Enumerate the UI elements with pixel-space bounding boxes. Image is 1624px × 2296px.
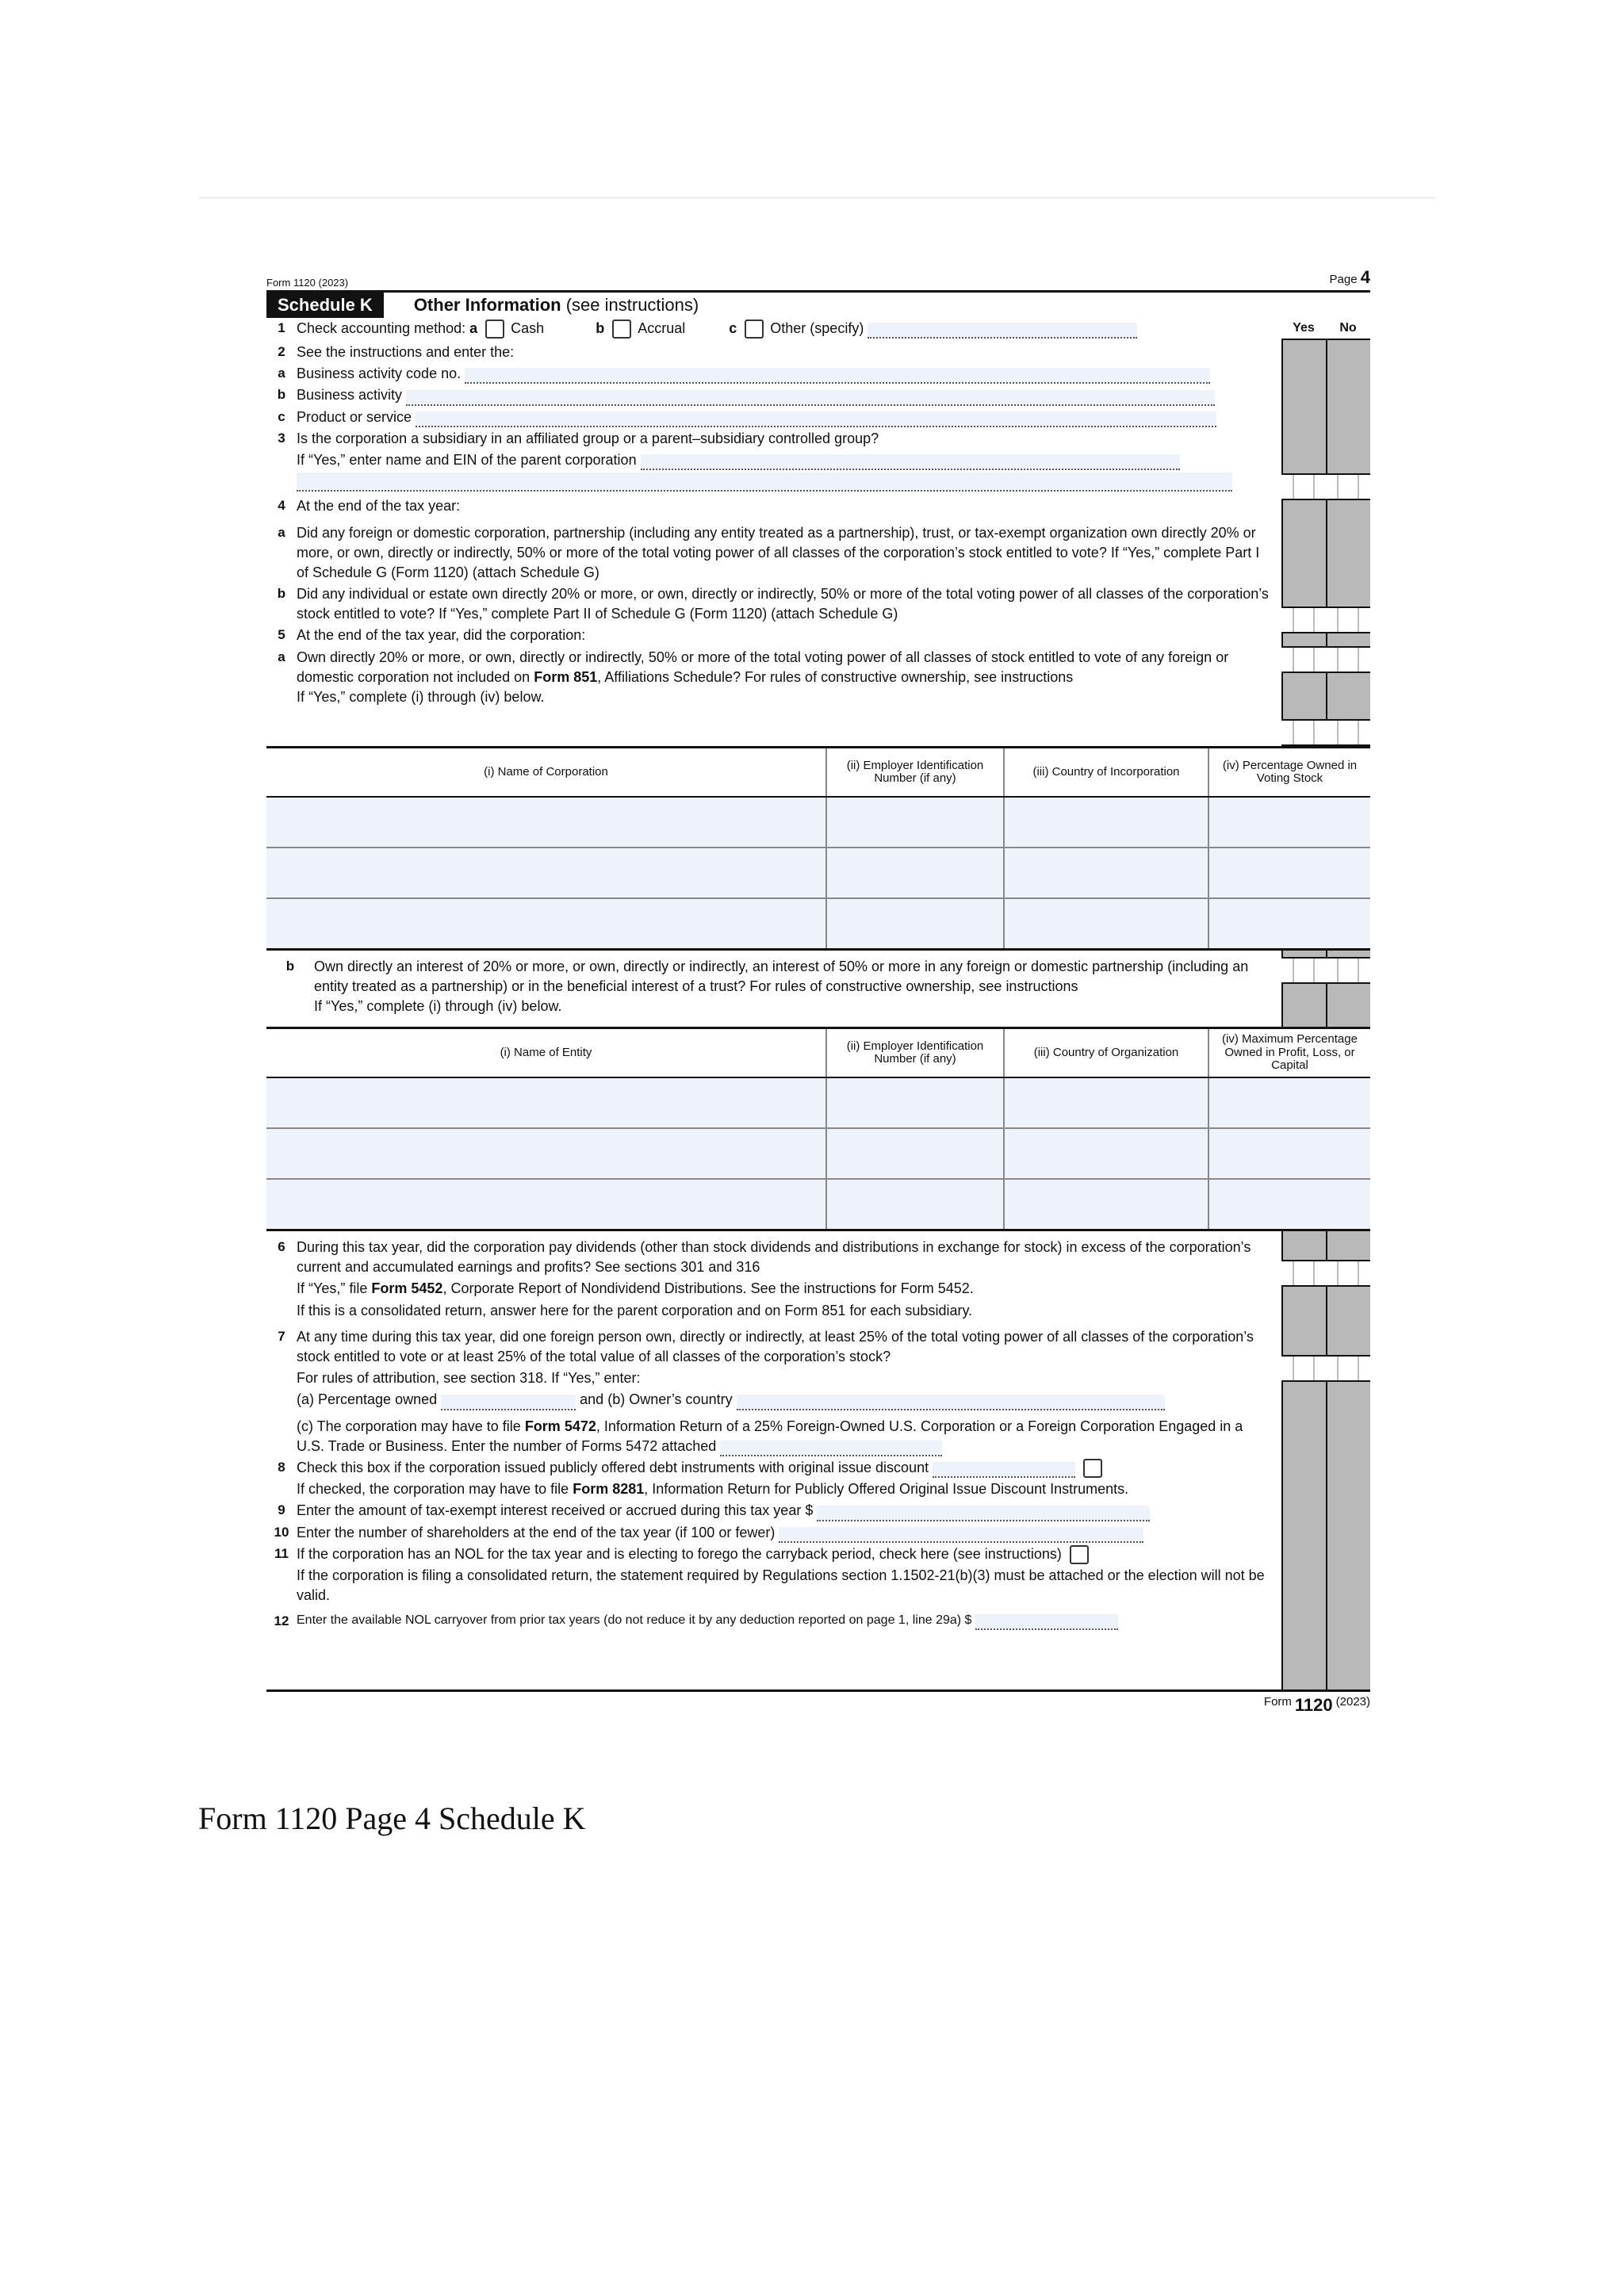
cell-input[interactable]: [826, 898, 1004, 950]
business-code-field[interactable]: [465, 368, 1210, 384]
line-4a-yes-box[interactable]: [1281, 607, 1326, 633]
table-row: [266, 898, 1370, 950]
line-2c: c Product or service: [266, 407, 1281, 428]
line-5b-no-box[interactable]: [1326, 957, 1370, 984]
nol-election-checkbox[interactable]: [1070, 1545, 1089, 1564]
nol-carryover-field[interactable]: [975, 1614, 1118, 1630]
line-3-yes-box[interactable]: [1281, 473, 1326, 500]
image-caption: Form 1120 Page 4 Schedule K: [198, 1800, 586, 1836]
table-row: [266, 1128, 1370, 1179]
form-footer: Form 1120 (2023): [266, 1689, 1370, 1718]
table-5b: [266, 1027, 1370, 1231]
line-number: 1: [278, 320, 285, 335]
forms-5472-count-field[interactable]: [720, 1441, 942, 1456]
no-header: No: [1326, 318, 1370, 340]
schedule-k-header: [266, 290, 1370, 318]
cell-input[interactable]: [826, 848, 1004, 898]
cell-input[interactable]: [1004, 1179, 1208, 1230]
line-1-text: Check accounting method:: [297, 320, 466, 336]
line-4: 4 At the end of the tax year:: [278, 498, 461, 515]
line-6: 6 During this tax year, did the corporation pay dividends (other than stock dividends and distributions in exchange for stock) in excess of the corporation’s current and accumulated earnings and profits? See sections 301 and 316: [278, 1239, 1251, 1276]
cell-input[interactable]: [1208, 898, 1370, 950]
accrual-checkbox[interactable]: [612, 320, 631, 339]
cell-input[interactable]: [1208, 1077, 1370, 1128]
other-label: Other (specify): [770, 320, 864, 336]
product-service-field[interactable]: [416, 411, 1216, 427]
cell-input[interactable]: [1004, 848, 1208, 898]
line-4a-no-box[interactable]: [1326, 607, 1370, 633]
cell-input[interactable]: [1004, 898, 1208, 950]
col-max-percentage: (iv) Maximum Percentage Owned in Profit, Loss, or Capital: [1208, 1028, 1370, 1078]
form-label: Form 1120 (2023): [266, 276, 349, 289]
gutter-divider: [1281, 318, 1283, 746]
line-2: 2 See the instructions and enter the:: [278, 344, 515, 360]
yes-column: [1281, 1231, 1326, 1689]
cell-input[interactable]: [266, 797, 826, 848]
yes-header: Yes: [1281, 318, 1326, 340]
table-row: [266, 848, 1370, 898]
cell-input[interactable]: [266, 1077, 826, 1128]
cell-input[interactable]: [266, 848, 826, 898]
line-5b: b Own directly an interest of 20% or more, or own, directly or indirectly, an interest of 50% or more in any foreign or domestic partnership (including an entity treated as a partnership) or in the beneficial interest of a trust? For rules of constructive ownership, see instructions If “Yes,” complete (i) through (iv) below.: [285, 959, 1249, 1015]
accrual-label: Accrual: [638, 320, 686, 336]
line-7-no-box[interactable]: [1326, 1355, 1370, 1382]
table-5a: [266, 746, 1370, 951]
line-6-if: If “Yes,” file Form 5452, Corporate Report of Nondividend Distributions. See the instructions for Form 5452.: [297, 1280, 974, 1297]
line-4b-no-box[interactable]: [1326, 646, 1370, 673]
cell-input[interactable]: [826, 1128, 1004, 1179]
cell-input[interactable]: [1208, 797, 1370, 848]
page-number: Page 4: [1329, 267, 1370, 288]
cell-input[interactable]: [1004, 1128, 1208, 1179]
schedule-badge: Schedule K: [266, 293, 384, 318]
form-1120-page: [266, 268, 1370, 1718]
percentage-owned-field[interactable]: [441, 1395, 576, 1410]
line-9: 9 Enter the amount of tax-exempt interest received or accrued during this tax year $: [266, 1500, 1281, 1521]
line-11: 11 If the corporation has an NOL for the tax year and is electing to forego the carryback period, check here (see instructions): [266, 1544, 1281, 1565]
other-method-checkbox[interactable]: [745, 320, 764, 339]
line-3-no-box[interactable]: [1326, 473, 1370, 500]
cell-input[interactable]: [1004, 797, 1208, 848]
cell-input[interactable]: [266, 898, 826, 950]
line-7-ab: (a) Percentage owned and (b) Owner’s country: [266, 1389, 1281, 1410]
cell-input[interactable]: [266, 1128, 826, 1179]
line-4b: b Did any individual or estate own directly 20% or more, or own, directly or indirectly, 50% or more of the total voting power of all classes of the corporation’s stock entitled to vote? If “Yes,” complete Part II of Schedule G (Form 1120) (attach Schedule G): [277, 586, 1269, 622]
line-4a: a Did any foreign or domestic corporation, partnership (including any entity treated as a partnership), trust, or tax-exempt organization own directly 20% or more, or own, directly or indirectly, 50% or more of the total voting power of all classes of the corporation’s stock entitled to vote? If “Yes,” complete Part I of Schedule G (Form 1120) (attach Schedule G): [278, 524, 1260, 580]
table-header-row: [266, 748, 1370, 798]
line-11-consolidated: If the corporation is filing a consolidated return, the statement required by Regulations section 1.1502-21(b)(3) must be attached or the election will not be valid.: [297, 1567, 1265, 1604]
no-column: [1326, 1231, 1370, 1689]
tax-exempt-interest-field[interactable]: [817, 1506, 1150, 1521]
page-top-rule: [198, 197, 1435, 199]
col-country: (iii) Country of Incorporation: [1004, 748, 1208, 798]
cell-input[interactable]: [826, 1179, 1004, 1230]
line-7c: (c) The corporation may have to file Form 5472, Information Return of a 25% Foreign-Owned U.S. Corporation or a Foreign Corporation Engaged in a U.S. Trade or Business. Enter the number of Forms 5472 attached: [266, 1416, 1281, 1457]
line-2a: a Business activity code no.: [266, 363, 1281, 385]
owner-country-field[interactable]: [737, 1395, 1165, 1410]
line-5a: a Own directly 20% or more, or own, directly or indirectly, 50% or more of the total voting power of all classes of stock entitled to vote of any foreign or domestic corporation not included on Form 851, Affiliations Schedule? For rules of constructive ownership, see instructions If “Yes,” complete (i) through (iv) below.: [278, 649, 1229, 705]
cell-input[interactable]: [1208, 848, 1370, 898]
line-8-if: If checked, the corporation may have to file Form 8281, Information Return for Publicly Offered Original Issue Discount Instruments.: [297, 1481, 1129, 1498]
col-ein: (ii) Employer Identification Number (if any): [826, 748, 1004, 798]
table-row: [266, 1077, 1370, 1128]
cash-checkbox[interactable]: [485, 320, 504, 339]
line-8: 8 Check this box if the corporation issued publicly offered debt instruments with original issue discount: [266, 1457, 1281, 1479]
line-2b: b Business activity: [266, 385, 1281, 406]
col-name-of-entity: (i) Name of Entity: [266, 1028, 826, 1078]
line-7-yes-box[interactable]: [1281, 1355, 1326, 1382]
col-percentage: (iv) Percentage Owned in Voting Stock: [1208, 748, 1370, 798]
gutter-divider: [1326, 318, 1327, 746]
line-6-consolidated: If this is a consolidated return, answer here for the parent corporation and on Form 851 for each subsidiary.: [297, 1302, 973, 1318]
no-column: [1326, 318, 1370, 746]
parent-corp-field[interactable]: [641, 454, 1180, 470]
col-name-of-corporation: (i) Name of Corporation: [266, 748, 826, 798]
line-6-yes-box[interactable]: [1281, 1260, 1326, 1287]
table-row: [266, 1179, 1370, 1230]
table-header-row: [266, 1028, 1370, 1078]
line-7-rules: For rules of attribution, see section 318. If “Yes,” enter:: [297, 1370, 641, 1387]
section-lines-6-12: [266, 1231, 1370, 1689]
line-4b-yes-box[interactable]: [1281, 646, 1326, 673]
parent-corp-field-2[interactable]: [297, 473, 1232, 492]
schedule-title: Other Information (see instructions): [413, 294, 699, 315]
form-header: [266, 268, 1370, 290]
line-6-no-box[interactable]: [1326, 1260, 1370, 1287]
section-line-5b: [266, 951, 1370, 1027]
line-5a-yes-box[interactable]: [1281, 719, 1326, 746]
cell-input[interactable]: [1004, 1077, 1208, 1128]
line-7: 7 At any time during this tax year, did one foreign person own, directly or indirectly, at least 25% of the total voting power of all classes of the corporation’s stock entitled to vote or at least 25% of the total value of all classes of the corporation’s stock?: [278, 1328, 1254, 1364]
line-3-parent: If “Yes,” enter name and EIN of the parent corporation: [266, 450, 1281, 471]
oid-checkbox[interactable]: [1083, 1459, 1102, 1478]
col-ein: (ii) Employer Identification Number (if any): [826, 1028, 1004, 1078]
line-3-parent-cont: [266, 471, 1281, 492]
line-12: 12 Enter the available NOL carryover from prior tax years (do not reduce it by any deduction reported on page 1, line 29a) $: [266, 1611, 1281, 1632]
line-1: 1 Check accounting method: a Cash b Accrual c Other (specify): [266, 318, 1281, 342]
line-3: 3 Is the corporation a subsidiary in an affiliated group or a parent–subsidiary controlled group?: [278, 430, 879, 446]
table-row: [266, 797, 1370, 848]
line-5: 5 At the end of the tax year, did the corporation:: [278, 627, 586, 644]
other-specify-field[interactable]: [868, 323, 1137, 339]
business-activity-field[interactable]: [406, 390, 1215, 406]
cell-input[interactable]: [1208, 1179, 1370, 1230]
cash-label: Cash: [511, 320, 545, 336]
line-5a-no-box[interactable]: [1326, 719, 1370, 746]
col-country: (iii) Country of Organization: [1004, 1028, 1208, 1078]
cell-input[interactable]: [266, 1179, 826, 1230]
cell-input[interactable]: [826, 797, 1004, 848]
cell-input[interactable]: [1208, 1128, 1370, 1179]
yes-column: [1281, 318, 1326, 746]
line-5b-yes-box[interactable]: [1281, 957, 1326, 984]
cell-input[interactable]: [826, 1077, 1004, 1128]
line-10: 10 Enter the number of shareholders at the end of the tax year (if 100 or fewer): [266, 1522, 1281, 1544]
section-lines-1-5a: [266, 318, 1370, 746]
shareholders-count-field[interactable]: [779, 1527, 1143, 1543]
